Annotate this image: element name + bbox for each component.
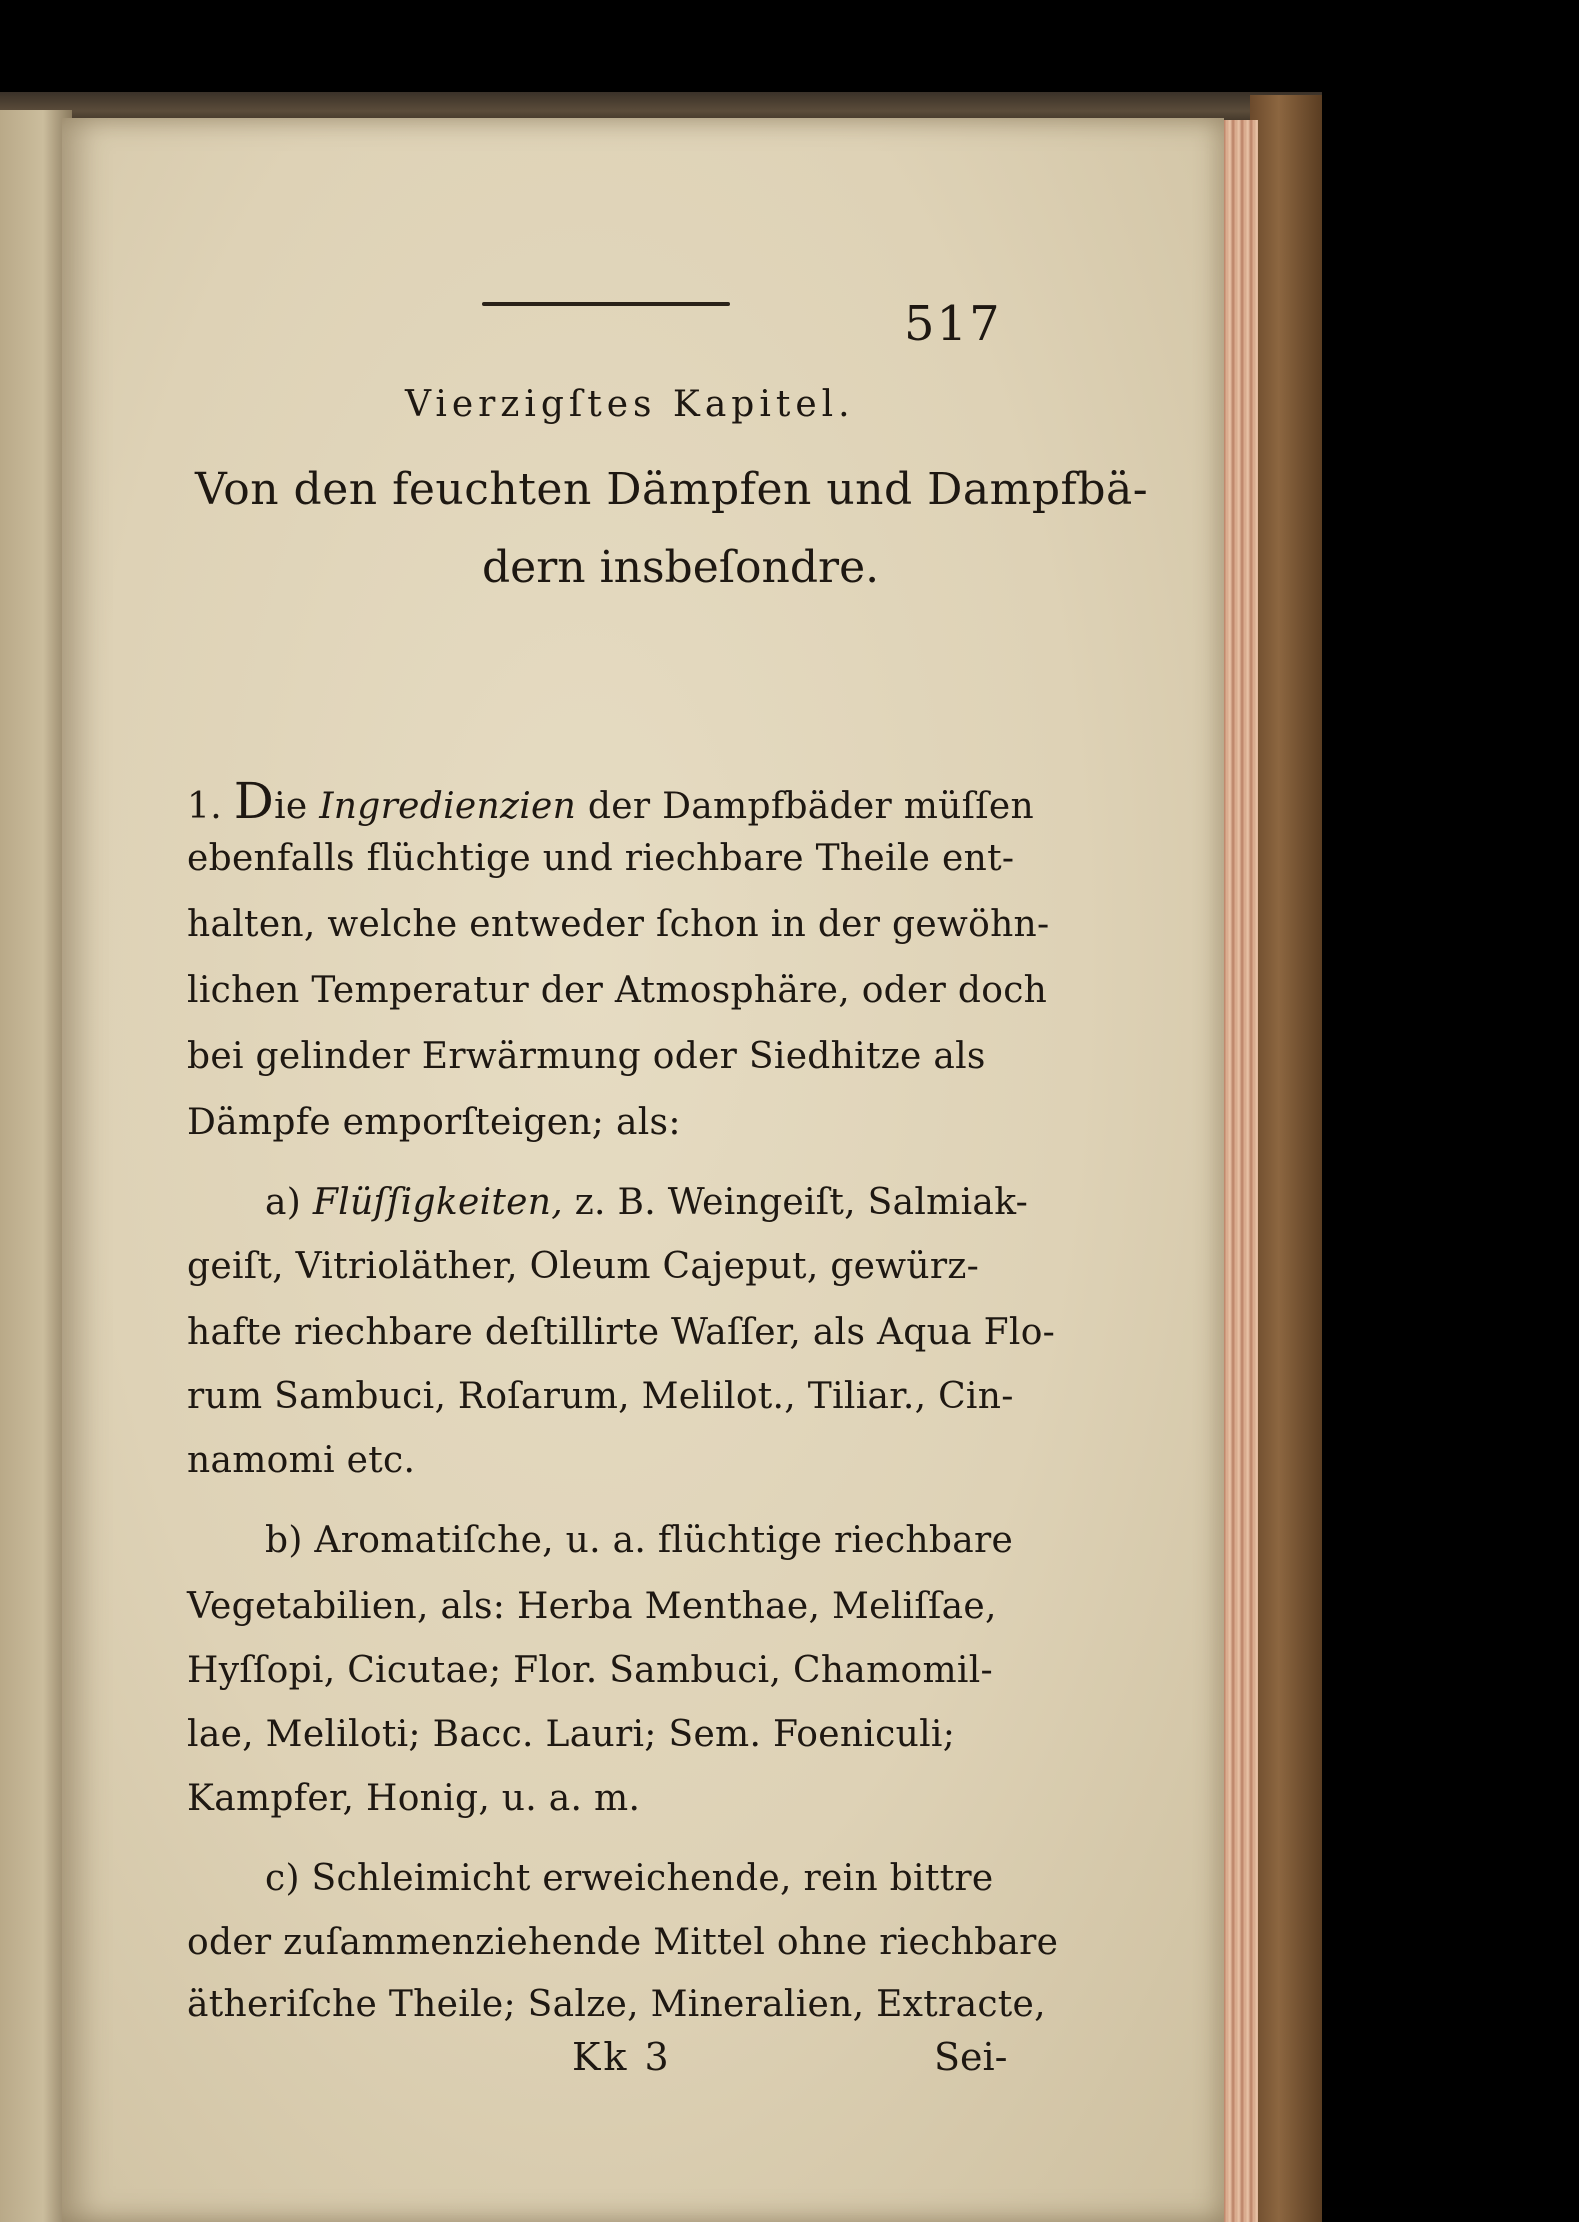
item-a-line-1 — [265, 1182, 1028, 1223]
item-c-line-1: c) Schleimicht erweichende, rein bittre — [265, 1858, 994, 1899]
item-a-line-3: hafte riechbare deſtillirte Waſſer, als Aqua Flo- — [187, 1312, 1056, 1353]
book-page — [62, 118, 1224, 2222]
para1-line-6: Dämpfe emporſteigen; als: — [187, 1102, 681, 1143]
item-a-italic-term: Flüſſigkeiten, — [312, 1182, 563, 1223]
para1-line-2: ebenfalls flüchtige und riechbare Theile ent- — [187, 838, 1015, 879]
item-c-line-3: ätheriſche Theile; Salze, Mineralien, Extracte, — [187, 1984, 1046, 2025]
item-a-line-4: rum Sambuci, Roſarum, Melilot., Tiliar., Cin- — [187, 1376, 1014, 1417]
section-title-line-2: dern insbeſondre. — [482, 542, 880, 593]
item-b-line-1: b) Aromatiſche, u. a. flüchtige riechbare — [265, 1520, 1014, 1561]
signature-mark: Kk 3 — [572, 2035, 672, 2079]
page-number: 517 — [904, 296, 1002, 352]
para1-line-5: bei gelinder Erwärmung oder Siedhitze als — [187, 1036, 986, 1077]
item-b-line-5: Kampfer, Honig, u. a. m. — [187, 1778, 641, 1819]
item-b-line-3: Hyſſopi, Cicutae; Flor. Sambuci, Chamomil- — [187, 1650, 994, 1691]
para1-line-4: lichen Temperatur der Atmosphäre, oder doch — [187, 970, 1048, 1011]
item-a-prefix: a) — [265, 1182, 302, 1223]
para1-line-1 — [187, 772, 1034, 830]
page-edges — [1218, 120, 1258, 2222]
book-cover-edge — [1250, 95, 1322, 2222]
item-b-line-4: lae, Meliloti; Bacc. Lauri; Sem. Foeniculi; — [187, 1714, 956, 1755]
header-rule — [482, 302, 730, 306]
para1-dropcap-rest: ie — [274, 786, 308, 827]
para1-dropcap: D — [233, 772, 275, 830]
para1-line-1-end: der Dampfbäder müſſen — [587, 786, 1035, 827]
item-c-line-2: oder zuſammenziehende Mittel ohne riechbare — [187, 1922, 1059, 1963]
para1-number: 1. — [187, 786, 222, 827]
item-a-line-1-rest: z. B. Weingeiſt, Salmiak- — [574, 1182, 1029, 1223]
section-title-line-1: Von den feuchten Dämpfen und Dampfbä- — [195, 464, 1149, 515]
chapter-heading: Vierzigſtes Kapitel. — [405, 384, 855, 425]
item-b-line-2: Vegetabilien, als: Herba Menthae, Meliſſae, — [187, 1586, 997, 1627]
item-a-line-5: namomi etc. — [187, 1440, 416, 1481]
item-a-line-2: geiſt, Vitrioläther, Oleum Cajeput, gewürz- — [187, 1246, 980, 1287]
para1-italic-term: Ingredienzien — [319, 786, 577, 827]
para1-line-3: halten, welche entweder ſchon in der gewöhn- — [187, 904, 1050, 945]
catchword: Sei- — [934, 2035, 1008, 2079]
